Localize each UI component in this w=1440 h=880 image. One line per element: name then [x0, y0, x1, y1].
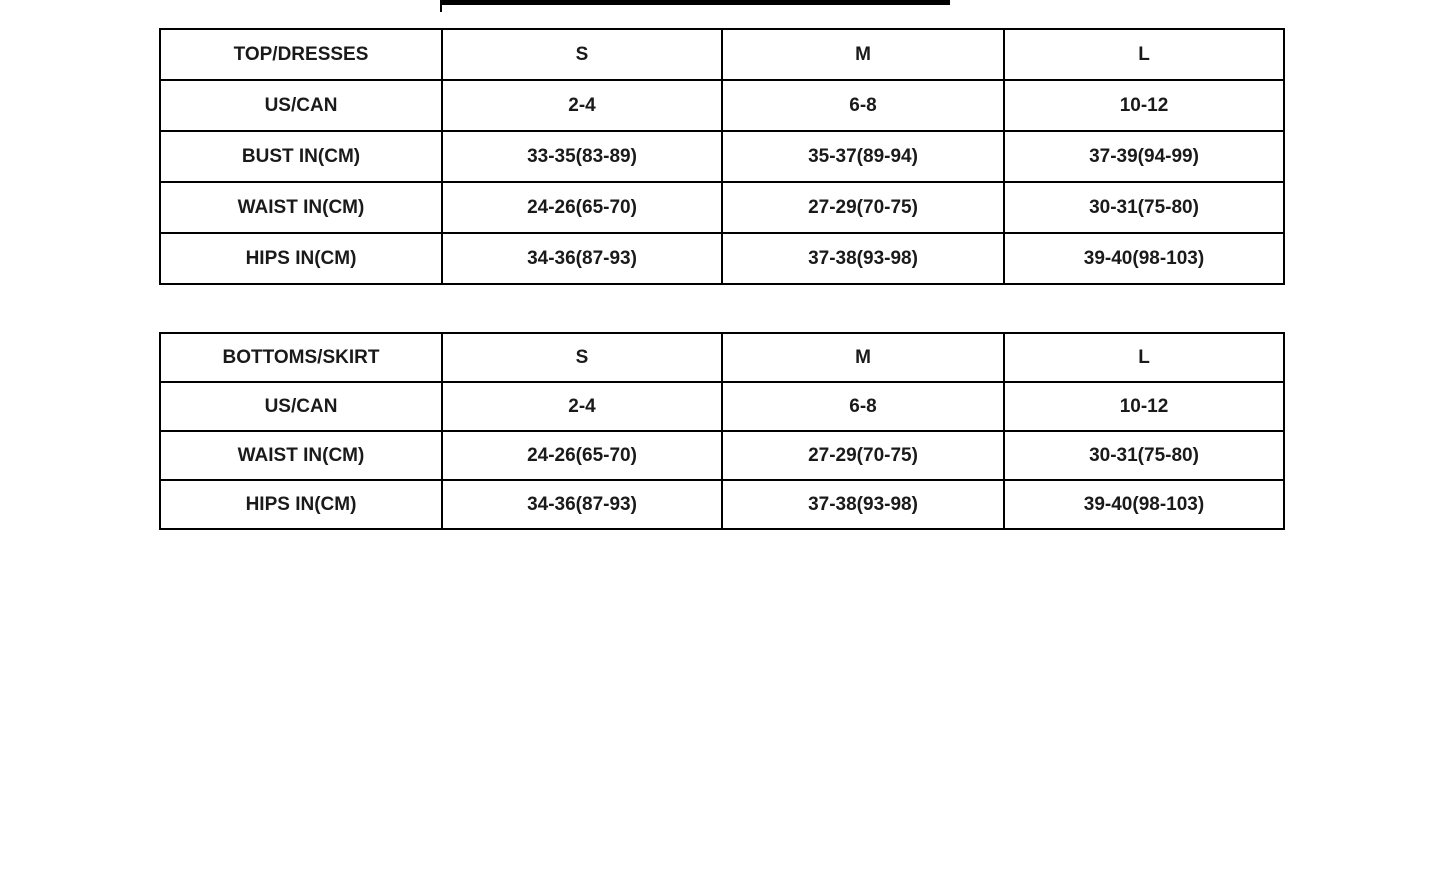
cell-s: 33-35(83-89)	[442, 131, 722, 182]
row-label: US/CAN	[160, 80, 442, 131]
column-header-l: L	[1004, 29, 1284, 80]
table-row	[160, 233, 1284, 284]
cell-m: 27-29(70-75)	[722, 431, 1004, 480]
cell-m: 37-38(93-98)	[722, 480, 1004, 529]
table-header-row	[160, 29, 1284, 80]
cell-s: 34-36(87-93)	[442, 233, 722, 284]
row-label: WAIST IN(CM)	[160, 431, 442, 480]
column-header-s: S	[442, 333, 722, 382]
cell-l: 10-12	[1004, 80, 1284, 131]
cell-s: 34-36(87-93)	[442, 480, 722, 529]
table-row	[160, 80, 1284, 131]
size-table-tops-dresses	[159, 28, 1285, 285]
top-edge-artifact	[440, 0, 950, 5]
row-label: HIPS IN(CM)	[160, 480, 442, 529]
table-row	[160, 131, 1284, 182]
column-header-m: M	[722, 29, 1004, 80]
cell-l: 39-40(98-103)	[1004, 480, 1284, 529]
row-label: HIPS IN(CM)	[160, 233, 442, 284]
cell-m: 27-29(70-75)	[722, 182, 1004, 233]
cell-m: 37-38(93-98)	[722, 233, 1004, 284]
row-label: BUST IN(CM)	[160, 131, 442, 182]
cell-s: 2-4	[442, 382, 722, 431]
table-header-row	[160, 333, 1284, 382]
cell-s: 24-26(65-70)	[442, 182, 722, 233]
table-row	[160, 480, 1284, 529]
cell-l: 10-12	[1004, 382, 1284, 431]
cell-l: 30-31(75-80)	[1004, 431, 1284, 480]
cell-l: 37-39(94-99)	[1004, 131, 1284, 182]
cell-l: 39-40(98-103)	[1004, 233, 1284, 284]
column-header-m: M	[722, 333, 1004, 382]
column-header-s: S	[442, 29, 722, 80]
top-edge-tick-artifact	[440, 0, 442, 12]
table-row	[160, 382, 1284, 431]
column-header-category: BOTTOMS/SKIRT	[160, 333, 442, 382]
column-header-category: TOP/DRESSES	[160, 29, 442, 80]
column-header-l: L	[1004, 333, 1284, 382]
cell-l: 30-31(75-80)	[1004, 182, 1284, 233]
row-label: US/CAN	[160, 382, 442, 431]
cell-s: 24-26(65-70)	[442, 431, 722, 480]
cell-m: 6-8	[722, 382, 1004, 431]
size-table-bottoms-skirt	[159, 332, 1285, 530]
cell-m: 6-8	[722, 80, 1004, 131]
cell-m: 35-37(89-94)	[722, 131, 1004, 182]
cell-s: 2-4	[442, 80, 722, 131]
table-row	[160, 182, 1284, 233]
table-row	[160, 431, 1284, 480]
row-label: WAIST IN(CM)	[160, 182, 442, 233]
